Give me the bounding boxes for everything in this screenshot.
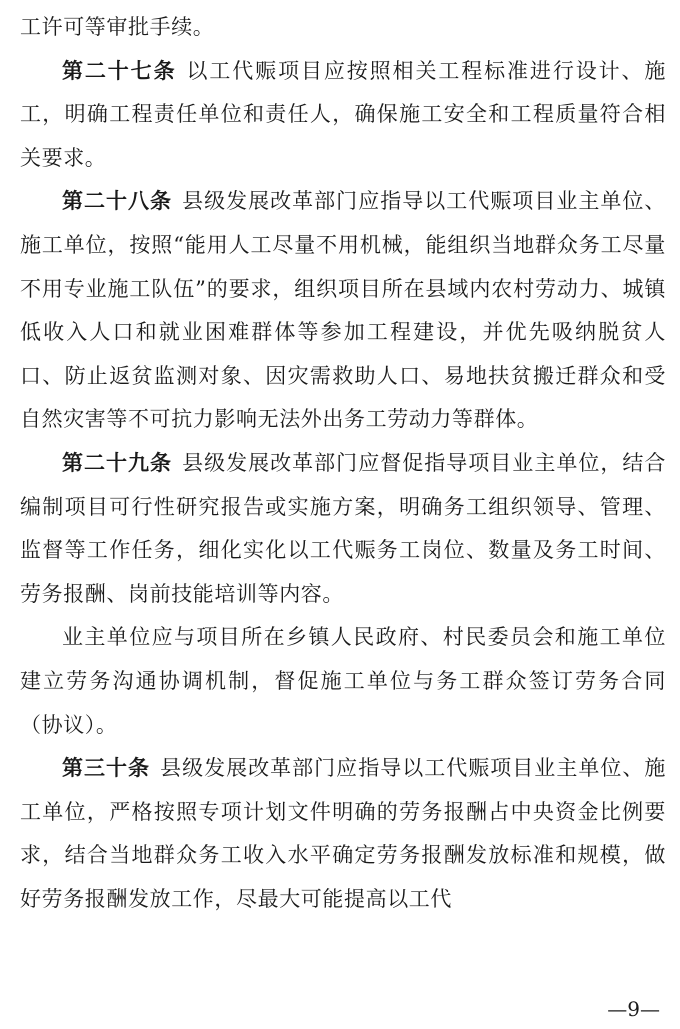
page-number: —9— [607,997,660,1021]
article-29-paragraph-2 [20,616,666,747]
document-body [20,6,666,921]
article-heading: 第三十条 [62,756,151,781]
paragraph-text: 工许可等审批手续。 [20,15,215,39]
article-heading: 第二十八条 [62,189,173,214]
article-heading: 第二十九条 [62,450,173,475]
article-30 [20,747,666,921]
article-27 [20,50,666,181]
paragraph-text: 县级发展改革部门应指导以工代赈项目业主单位、施工单位，严格按照专项计划文件明确的劳务报酬占中央资金比例要求，结合当地群众务工收入水平确定劳务报酬发放标准和规模，做好劳务报酬发放工作，尽最大可能提高以工代 [20,756,666,911]
paragraph-text: 县级发展改革部门应督促指导项目业主单位，结合编制项目可行性研究报告或实施方案，明确务工组织领导、管理、监督等工作任务，细化实化以工代赈务工岗位、数量及务工时间、劳务报酬、岗前技能培训等内容。 [20,450,666,606]
paragraph-text: 以工代赈项目应按照相关工程标准进行设计、施工，明确工程责任单位和责任人，确保施工安全和工程质量符合相关要求。 [20,58,666,170]
article-29 [20,442,666,616]
paragraph-continuation [20,6,666,50]
article-heading: 第二十七条 [62,58,177,83]
article-28 [20,180,666,442]
paragraph-text: 县级发展改革部门应指导以工代赈项目业主单位、施工单位，按照“能用人工尽量不用机械，能组织当地群众务工尽量不用专业施工队伍”的要求，组织项目所在县域内农村劳动力、城镇低收入人口和就业困难群体等参加工程建设，并优先吸纳脱贫人口、防止返贫监测对象、因灾需救助人口、易地扶贫搬迁群众和受自然灾害等不可抗力影响无法外出务工劳动力等群体。 [20,189,666,432]
paragraph-text: 业主单位应与项目所在乡镇人民政府、村民委员会和施工单位建立劳务沟通协调机制，督促施工单位与务工群众签订劳务合同（协议）。 [20,625,666,737]
